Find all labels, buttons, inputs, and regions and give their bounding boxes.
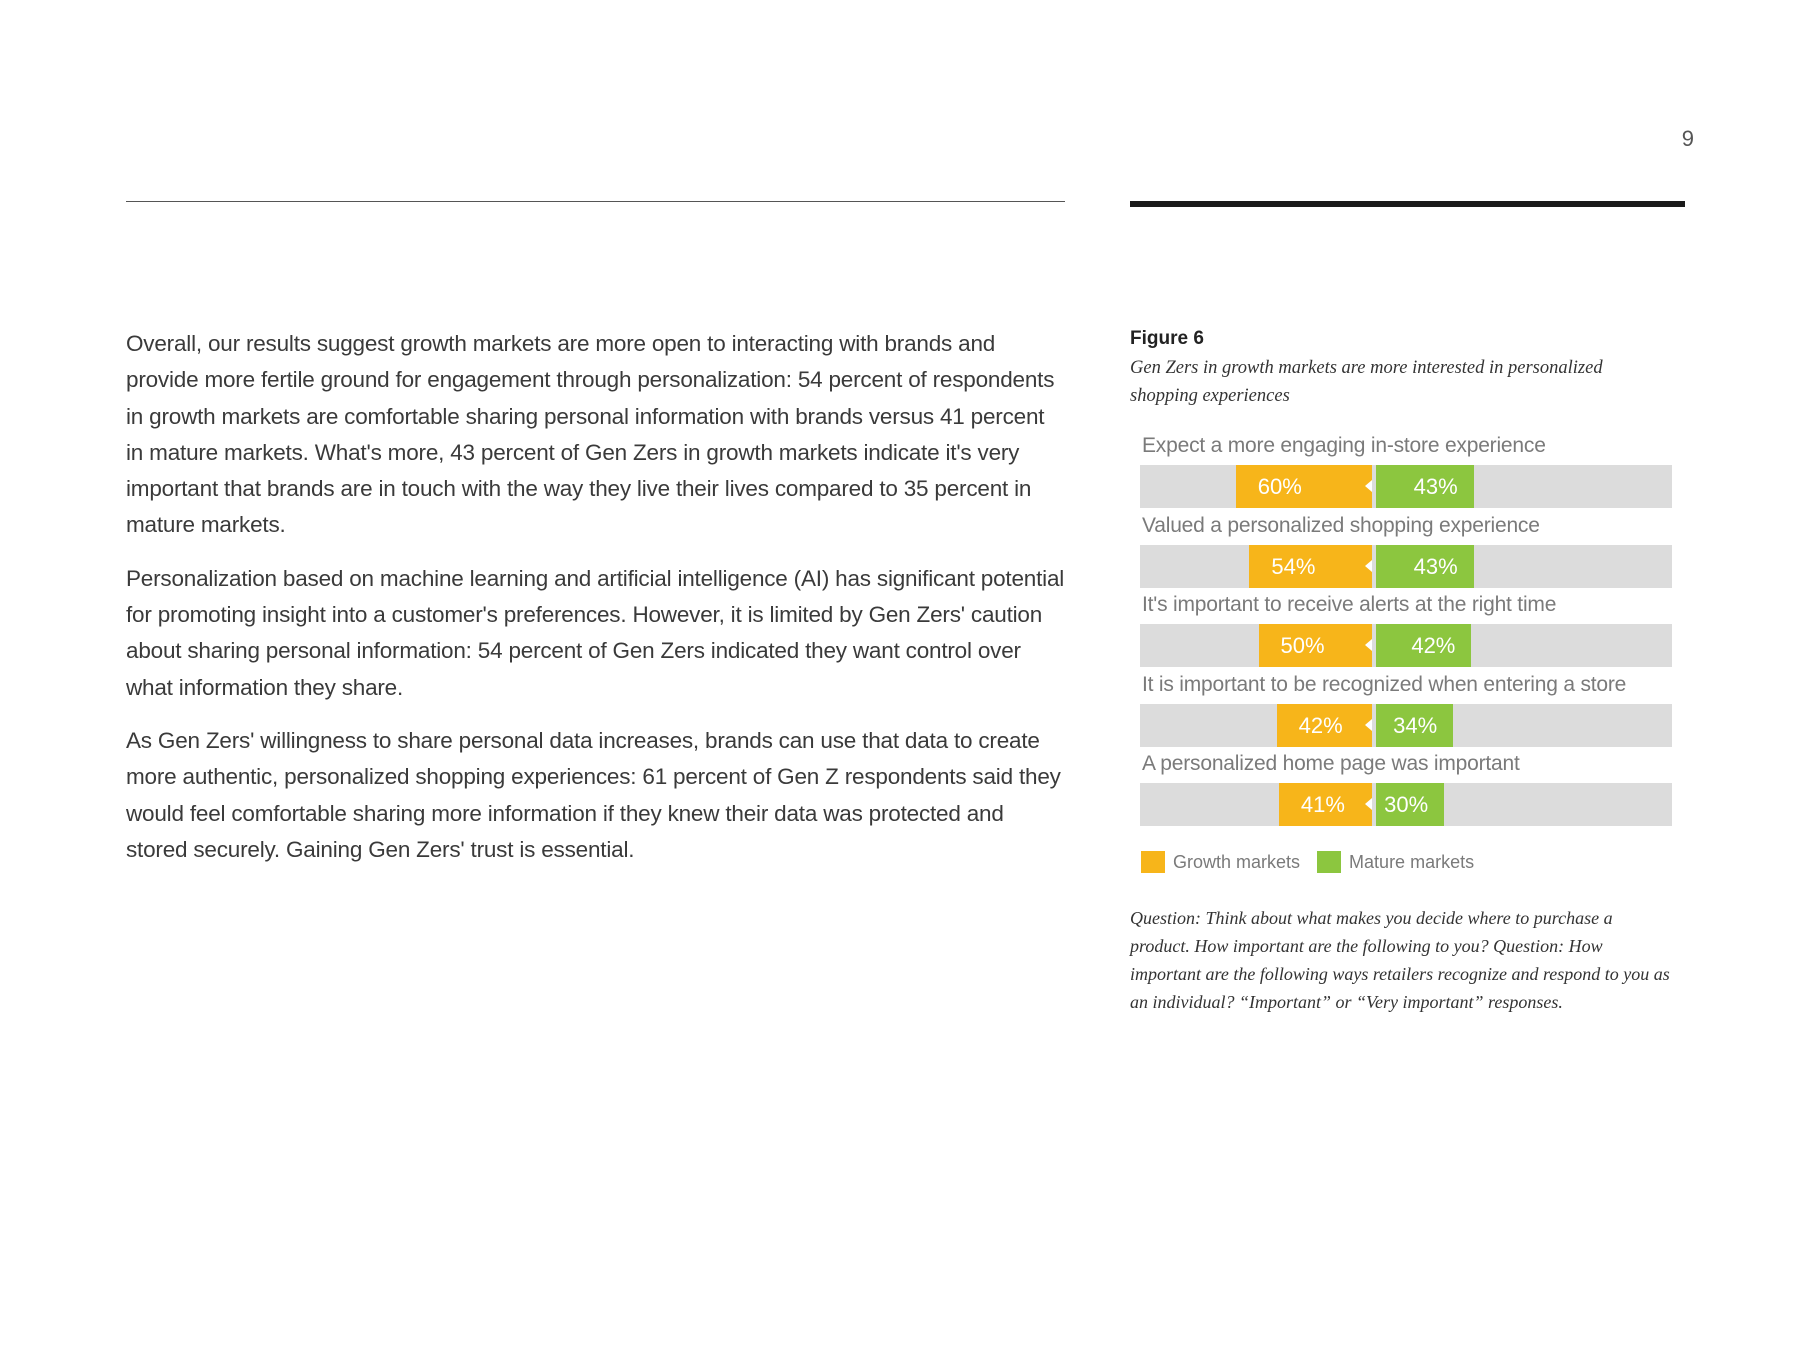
figure-header [1130,326,1690,410]
legend-label-growth: Growth markets [1173,851,1301,872]
bar-divider-notch [1365,719,1372,731]
chart-row [1140,428,1672,508]
chart-category-label: Valued a personalized shopping experience [1142,513,1540,537]
bar-track [1140,465,1672,508]
chart-category-label: Expect a more engaging in-store experience [1142,434,1546,457]
chart-row [1140,587,1672,667]
bar-growth-value: 50% [1280,633,1325,658]
legend-swatch-growth [1141,851,1165,873]
chart-category-label: It's important to receive alerts at the right time [1142,593,1557,616]
bar-divider-notch [1365,480,1372,492]
chart-category-label: A personalized home page was important [1142,752,1520,775]
bar-track [1140,545,1672,588]
bar-track [1140,783,1672,826]
bar-chart [1140,428,1672,826]
bar-mature-value: 43% [1413,553,1458,579]
bar-growth [1236,465,1372,508]
bar-growth-value: 60% [1257,474,1302,499]
body-paragraph-3: As Gen Zers' willingness to share personal data increases, brands can use that data to create more authentic, personalized shopping experiences: 61 percent of Gen Z respondents said they would feel comfortable sharing more information if they knew their data was protected and stored securely. Gaining Gen Zers' trust is essential. [126,727,1061,862]
figure-subtitle: Gen Zers in growth markets are more interested in personalized shopping experiences [1130,358,1603,406]
bar-mature-value: 30% [1384,792,1429,817]
figure-question: Question: Think about what makes you decide where to purchase a product. How important are the following to you? Question: How important are the following ways retailers recognize and respond to you as an individual? “Important” or “Very important” responses. [1130,908,1670,1012]
bar-track [1140,704,1672,747]
page-number: 9 [1681,126,1694,151]
chart-row [1140,746,1672,826]
bar-divider-notch [1365,639,1372,651]
bar-divider-notch [1365,798,1372,810]
header-rule-left [126,201,1065,202]
chart-category-label: It is important to be recognized when entering a store [1142,672,1627,696]
body-paragraph-1: Overall, our results suggest growth markets are more open to interacting with brands and provide more fertile ground for engagement through personalization: 54 percent of respondents in growth markets are comfortable sharing personal information with brands versus 41 percent in mature markets. What's more, 43 percent of Gen Zers in growth markets indicate it's very important that brands are in touch with the way they live their lives compared to 35 percent in mature markets. [126,331,1055,538]
legend-label-mature: Mature markets [1349,851,1475,872]
chart-legend [1141,851,1486,878]
header-rule-right [1130,201,1685,207]
bar-track [1140,624,1672,667]
bar-mature-value: 42% [1411,633,1456,658]
legend-item-mature [1317,851,1474,873]
bar-growth-value: 41% [1300,792,1345,817]
legend-item-growth [1141,851,1300,873]
bar-divider-notch [1365,560,1372,572]
bar-mature-value: 43% [1413,474,1458,499]
figure-label: Figure 6 [1130,328,1204,349]
body-paragraph-2: Personalization based on machine learning and artificial intelligence (AI) has significant potential for promoting insight into a customer's preferences. However, it is limited by Gen Zers' caution about sharing personal information: 54 percent of Gen Zers indicated they want control over what information they share. [126,565,1065,700]
bar-growth-value: 54% [1271,553,1316,579]
bar-growth-value: 42% [1298,712,1343,738]
bar-mature-value: 34% [1393,712,1438,738]
chart-row [1140,667,1672,747]
chart-row [1140,508,1672,588]
legend-swatch-mature [1317,851,1341,873]
body-text [126,326,1066,885]
